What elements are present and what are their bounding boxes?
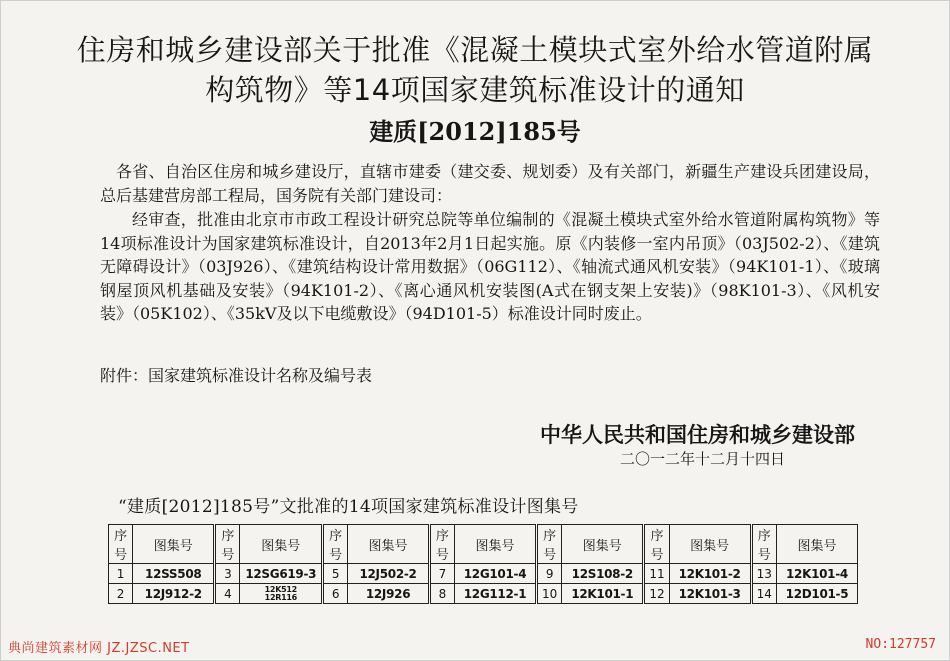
header-code: 图集号 [133,525,215,564]
atlas-number-table [108,524,858,604]
issue-date: 二〇一二年十二月十四日 [619,450,785,468]
code-cell-stacked [240,584,323,604]
header-seq: 序号 [215,525,240,564]
code-cell: 12G112-1 [455,584,537,604]
serial-watermark: NO:127757 [865,637,936,652]
attachment-line: 附件：国家建筑标准设计名称及编号表 [100,366,373,385]
table-header-row [109,525,858,564]
code-4b: 12R116 [264,592,297,602]
seq-cell: 9 [536,564,561,584]
header-seq: 序号 [323,525,348,564]
seq-cell: 8 [429,584,454,604]
code-cell: 12K101-4 [776,564,857,584]
code-cell: 12K101-3 [669,584,751,604]
notice-title-line2: 构筑物》等14项国家建筑标准设计的通知 [205,73,745,107]
seq-cell: 5 [323,564,348,584]
seq-cell: 1 [109,564,133,584]
code-cell: 12J912-2 [133,584,215,604]
header-seq: 序号 [644,525,669,564]
seq-cell: 10 [536,584,561,604]
notice-title-line1: 住房和城乡建设部关于批准《混凝土模块式室外给水管道附属 [76,33,874,67]
addressee-paragraph: 各省、自治区住房和城乡建设厅，直辖市建委（建交委、规划委）及有关部门，新疆生产建设兵团建设局，总后基建营房部工程局，国务院有关部门建设司： [100,162,880,205]
code-cell: 12D101-5 [776,584,857,604]
code-cell: 12J502-2 [348,564,430,584]
seq-cell: 11 [644,564,669,584]
table-row [109,564,858,584]
header-code: 图集号 [348,525,430,564]
seq-cell: 13 [751,564,776,584]
header-code: 图集号 [240,525,323,564]
table-row [109,584,858,604]
body-paragraph: 经审查，批准由北京市市政工程设计研究总院等单位编制的《混凝土模块式室外给水管道附属构筑物》等14项标准设计为国家建筑标准设计，自2013年2月1日起实施。原《内装修一室内吊顶》（03J502-2）、《建筑无障碍设计》（03J926）、《建筑结构设计常用数据》（06G112）、《轴流式通风机安装》（94K101-1）、《玻璃钢屋顶风机基础及安装》（94K101-2）、《离心通风机安装图(A式在钢支架上安装)》（98K101-3）、《风机安装》（05K102）、《35kV及以下电缆敷设》（94D101-5）标准设计同时废止。 [100,210,880,323]
code-cell: 12K101-1 [562,584,644,604]
seq-cell: 3 [215,564,240,584]
document-number: 建质[2012]185号 [369,117,581,146]
seq-cell: 2 [109,584,133,604]
seq-cell: 12 [644,584,669,604]
code-cell: 12SG619-3 [240,564,323,584]
table-caption: “建质[2012]185号”文批准的14项国家建筑标准设计图集号 [118,497,579,517]
code-cell: 12K101-2 [669,564,751,584]
header-seq: 序号 [429,525,454,564]
seq-cell: 14 [751,584,776,604]
header-seq: 序号 [536,525,561,564]
code-cell: 12G101-4 [455,564,537,584]
code-cell: 12S108-2 [562,564,644,584]
header-seq: 序号 [109,525,133,564]
issuing-organization: 中华人民共和国住房和城乡建设部 [540,423,855,447]
header-code: 图集号 [776,525,857,564]
seq-cell: 4 [215,584,240,604]
seq-cell: 7 [429,564,454,584]
site-watermark: 典尚建筑素材网 JZ.JZSC.NET [8,641,190,656]
header-code: 图集号 [562,525,644,564]
code-4a: 12K512 [264,584,297,594]
header-code: 图集号 [455,525,537,564]
header-code: 图集号 [669,525,751,564]
seq-cell: 6 [323,584,348,604]
header-seq: 序号 [751,525,776,564]
code-cell: 12J926 [348,584,430,604]
code-cell: 12SS508 [133,564,215,584]
